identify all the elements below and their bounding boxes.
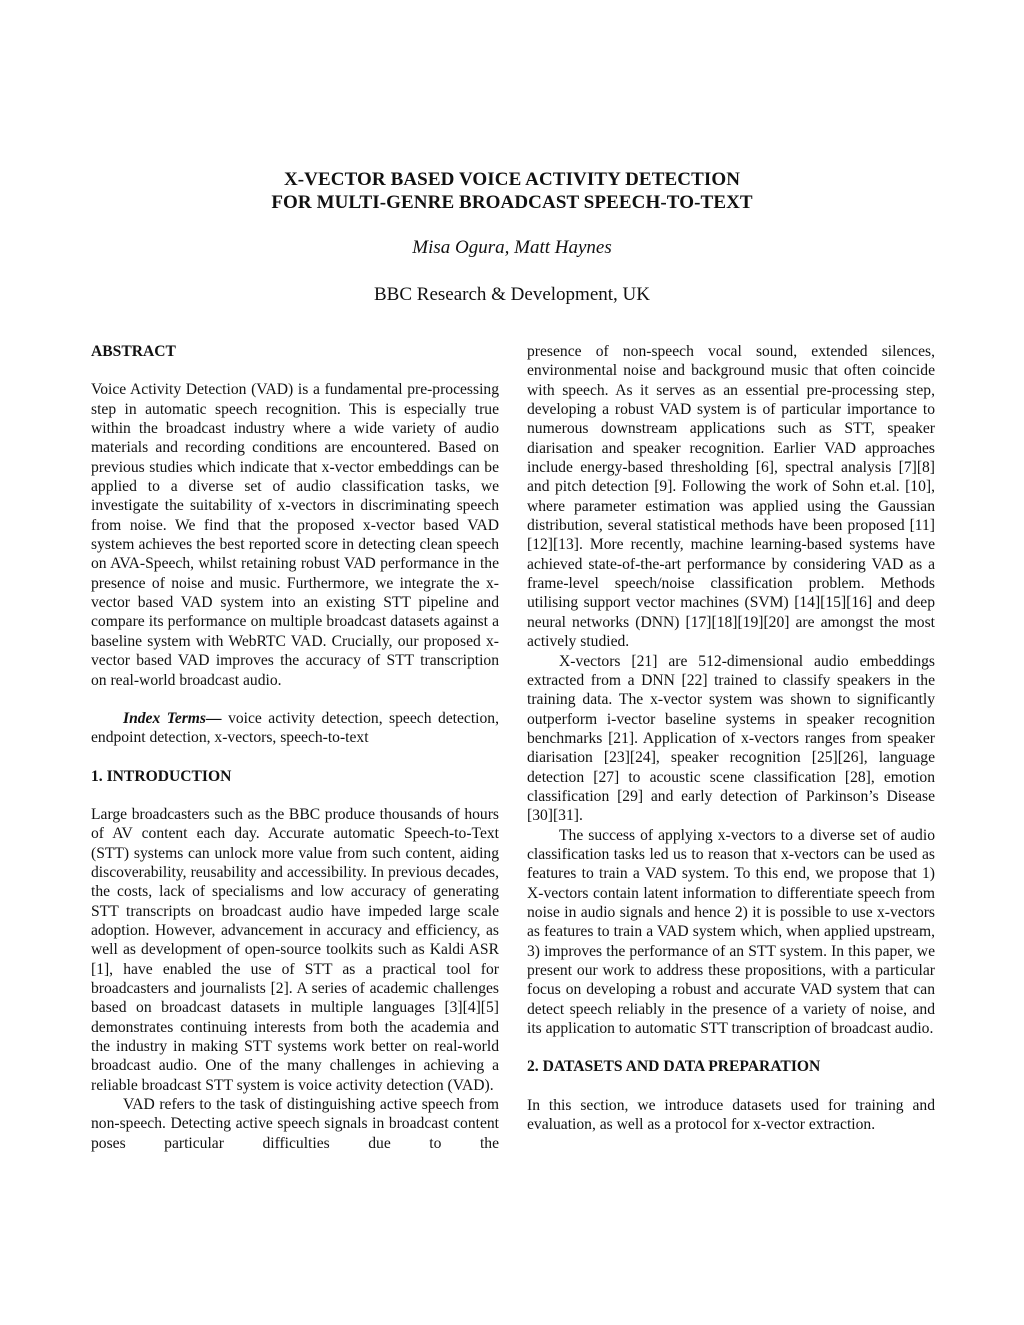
affiliation: BBC Research & Development, UK xyxy=(374,284,650,305)
intro-paragraph-4: The success of applying x-vectors to a diverse set of audio classification tasks led us to reason that x-vectors can be used as features to train a VAD system. To this end, we propose that 1) X-vectors contain latent information to differentiate speech from noise in audio signals and hence 2) it is possible to use x-vectors as features to train a VAD system which, when applied upstream, 3) improves the performance of an STT system. In this paper, we present our work to address these propositions, with a particular focus on developing a robust and accurate VAD system that can detect speech reliably in the presence of a variety of noise, and its application to automatic STT transcription of broadcast audio. xyxy=(527,826,935,1038)
index-terms xyxy=(91,709,499,748)
authors: Misa Ogura, Matt Haynes xyxy=(412,237,612,258)
abstract-heading: ABSTRACT xyxy=(91,343,176,360)
datasets-heading: 2. DATASETS AND DATA PREPARATION xyxy=(527,1058,821,1076)
intro-paragraph-2: VAD refers to the task of distinguishing active speech from non-speech. Detecting active speech signals in broadcast content poses particular difficulties due to the xyxy=(91,1096,499,1152)
datasets-paragraph-1: In this section, we introduce datasets used for training and evaluation, as well as a protocol for x-vector extraction. xyxy=(527,1096,935,1134)
intro-paragraph-3: X-vectors [21] are 512-dimensional audio embeddings extracted from a DNN [22] trained to classify speakers in the training data. The x-vector system was shown to significantly outperform i-vector baseline systems in speaker recognition benchmarks [21]. Application of x-vectors ranges from speaker diarisation [23][24], speaker recognition [25][26], language detection [27] to acoustic scene classification [28], emotion classification [29] and early detection of Parkinson’s Disease [30][31]. xyxy=(527,652,935,825)
intro-paragraph-2-continued: presence of non-speech vocal sound, extended silences, environmental noise and background music that often coincide with speech. As it serves as an essential pre-processing step, developing a robust VAD system is of particular importance to numerous downstream applications such as STT, speaker diarisation and speaker recognition. Earlier VAD approaches include energy-based thresholding [6], spectral analysis [7][8] and pitch detection [9]. Following the work of Sohn et.al. [10], where parameter estimation was applied using the Gaussian distribution, several statistical methods have been proposed [11][12][13]. More recently, machine learning-based systems have achieved state-of-the-art performance by considering VAD as a frame-level speech/noise classification problem. Methods utilising support vector machines (SVM) [14][15][16] and deep neural networks (DNN) [17][18][19][20] are amongst the most actively studied. xyxy=(527,343,935,651)
title-line-1: X-VECTOR BASED VOICE ACTIVITY DETECTION xyxy=(283,169,741,190)
right-column xyxy=(527,342,935,1134)
introduction-heading: 1. INTRODUCTION xyxy=(91,767,232,785)
paper-title xyxy=(0,168,1024,214)
intro-paragraph-1: Large broadcasters such as the BBC produce thousands of hours of AV content each day. Accurate automatic Speech-to-Text (STT) systems can unlock more value from such content, aiding discoverability, reusability and accessibility. In previous decades, the costs, lack of specialisms and low accuracy of generating STT transcripts on broadcast audio have impeded large scale adoption. However, advancement in accuracy and efficiency, as well as development of open-source toolkits such as Kaldi ASR [1], have enabled the use of STT as a practical tool for broadcasters and journalists [2]. A series of academic challenges based on broadcast datasets in multiple languages [3][4][5] demonstrates continuing interests from both the academia and the industry in making STT systems work better on real-world broadcast audio. One of the many challenges in achieving a reliable broadcast STT system is voice activity detection (VAD). xyxy=(91,805,499,1094)
left-column xyxy=(91,342,499,1153)
index-terms-label: Index Terms— xyxy=(123,709,222,727)
index-terms-text: voice activity detection, speech detection, endpoint detection, x-vectors, speech-to-text xyxy=(91,709,500,747)
title-line-2: FOR MULTI-GENRE BROADCAST SPEECH-TO-TEXT xyxy=(271,192,753,213)
abstract-text: Voice Activity Detection (VAD) is a fundamental pre-processing step in automatic speech recognition. This is especially true within the broadcast industry where a wide variety of audio materials and recording conditions are encountered. Based on previous studies which indicate that x-vector embeddings can be applied to a diverse set of audio classification tasks, we investigate the suitability of x-vectors in discriminating speech from noise. We find that the proposed x-vector based VAD system achieves the best reported score in detecting clean speech on AVA-Speech, whilst retaining robust VAD performance in the presence of noise and music. Furthermore, we integrate the x-vector based VAD system into an existing STT pipeline and compare its performance on multiple broadcast datasets against a baseline system with WebRTC VAD. Crucially, our proposed x-vector based VAD improves the accuracy of STT transcription on real-world broadcast audio. xyxy=(91,381,499,689)
